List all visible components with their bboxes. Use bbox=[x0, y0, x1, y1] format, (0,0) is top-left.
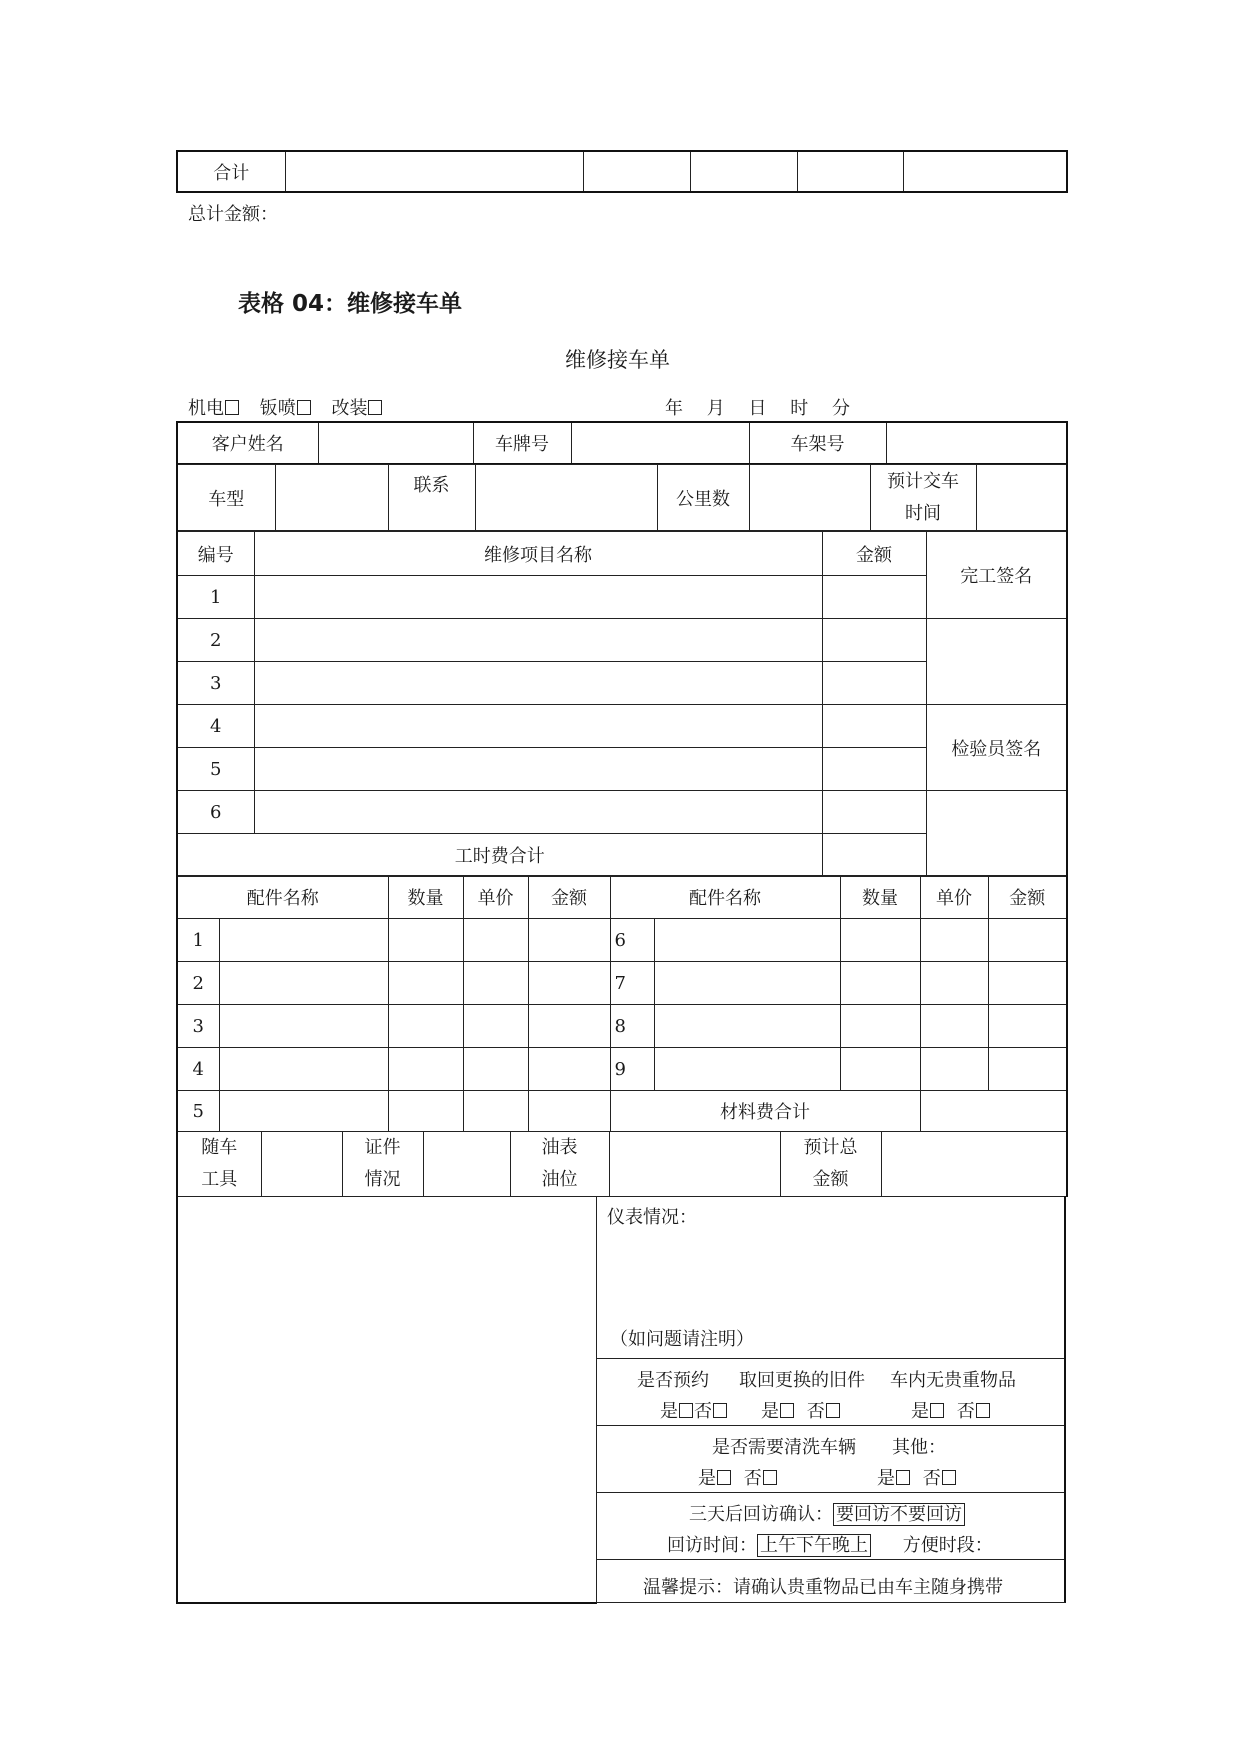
parts-row-no: 2 bbox=[177, 962, 219, 1005]
parts-col-name-left: 配件名称 bbox=[177, 876, 388, 919]
part-price-field[interactable] bbox=[463, 919, 528, 962]
parts-col-qty-left: 数量 bbox=[388, 876, 463, 919]
job-type-row bbox=[188, 394, 383, 420]
appointment-no[interactable]: 否 bbox=[694, 1401, 728, 1422]
fuel-field[interactable] bbox=[609, 1132, 780, 1197]
vin-label: 车架号 bbox=[749, 422, 886, 464]
part-qty-field[interactable] bbox=[840, 919, 920, 962]
checkbox[interactable] bbox=[679, 1403, 693, 1418]
part-qty-field[interactable] bbox=[840, 1005, 920, 1048]
form-title: 维修接车单 bbox=[565, 348, 670, 372]
mileage-field[interactable] bbox=[749, 465, 870, 531]
other-options bbox=[877, 1464, 957, 1490]
part-amount-field[interactable] bbox=[528, 962, 610, 1005]
month-label: 月 bbox=[706, 398, 725, 419]
tools-label: 随车 工具 bbox=[177, 1132, 261, 1197]
parts-col-qty-right: 数量 bbox=[840, 876, 920, 919]
part-amount-field[interactable] bbox=[988, 962, 1067, 1005]
plate-no-label: 车牌号 bbox=[473, 422, 571, 464]
checkbox[interactable] bbox=[896, 1470, 910, 1485]
part-qty-field[interactable] bbox=[840, 1048, 920, 1091]
instrument-label: 仪表情况： bbox=[607, 1207, 697, 1228]
followup-slot-label: 方便时段： bbox=[902, 1535, 993, 1556]
repair-item-field[interactable] bbox=[254, 748, 822, 791]
parts-col-amount-right: 金额 bbox=[988, 876, 1067, 919]
part-name-field[interactable] bbox=[219, 1048, 388, 1091]
options-section-2 bbox=[597, 1426, 1064, 1493]
part-qty-field[interactable] bbox=[388, 1048, 463, 1091]
followup-pm[interactable]: 下午 bbox=[796, 1535, 832, 1556]
checkbox[interactable] bbox=[930, 1403, 944, 1418]
labor-total-label: 工时费合计 bbox=[177, 834, 822, 877]
year-label: 年 bbox=[665, 398, 683, 419]
repair-item-field[interactable] bbox=[254, 791, 822, 834]
date-time-row bbox=[665, 394, 850, 420]
part-amount-field[interactable] bbox=[988, 1005, 1067, 1048]
part-price-field[interactable] bbox=[920, 1048, 988, 1091]
repair-items-table bbox=[176, 531, 1068, 877]
checkbox[interactable] bbox=[942, 1470, 956, 1485]
followup-time-label: 回访时间： bbox=[667, 1535, 757, 1556]
eta-label: 预计交车 时间 bbox=[870, 465, 976, 531]
checkbox[interactable] bbox=[225, 400, 239, 415]
completion-sign-field[interactable] bbox=[926, 619, 1067, 705]
minute-label: 分 bbox=[831, 398, 850, 419]
repair-row-no: 3 bbox=[177, 662, 254, 705]
customer-info-table bbox=[176, 421, 1068, 465]
part-amount-field[interactable] bbox=[528, 1005, 610, 1048]
contact-label: 联系 bbox=[388, 465, 475, 531]
tools-field[interactable] bbox=[261, 1132, 342, 1197]
parts-row-no: 8 bbox=[610, 1005, 654, 1048]
part-price-field[interactable] bbox=[463, 1048, 528, 1091]
material-total-label: 材料费合计 bbox=[610, 1091, 920, 1132]
part-name-field[interactable] bbox=[219, 1091, 388, 1132]
appointment-label: 是否预约 bbox=[637, 1370, 709, 1391]
part-price-field[interactable] bbox=[920, 1005, 988, 1048]
parts-col-price-left: 单价 bbox=[463, 876, 528, 919]
total-cell-1[interactable] bbox=[285, 151, 583, 192]
repair-col-amount: 金额 bbox=[822, 532, 926, 576]
customer-name-field[interactable] bbox=[318, 422, 473, 464]
parts-col-price-right: 单价 bbox=[920, 876, 988, 919]
checkbox[interactable] bbox=[976, 1403, 990, 1418]
contact-field[interactable] bbox=[475, 465, 657, 531]
estimated-total-field[interactable] bbox=[881, 1132, 1067, 1197]
fuel-label: 油表 油位 bbox=[510, 1132, 609, 1197]
vehicle-sketch-area[interactable] bbox=[176, 1196, 597, 1604]
checkbox[interactable] bbox=[297, 400, 311, 415]
part-name-field[interactable] bbox=[654, 919, 840, 962]
parts-row-no: 6 bbox=[610, 919, 654, 962]
day-label: 日 bbox=[748, 398, 767, 419]
repair-amount-field[interactable] bbox=[822, 662, 926, 705]
repair-amount-field[interactable] bbox=[822, 705, 926, 748]
repair-row-no: 6 bbox=[177, 791, 254, 834]
part-price-field[interactable] bbox=[463, 962, 528, 1005]
extras-table bbox=[176, 1131, 1068, 1197]
part-name-field[interactable] bbox=[219, 962, 388, 1005]
wash-no[interactable]: 否 bbox=[744, 1468, 778, 1489]
job-type-bodywork[interactable]: 钣喷 bbox=[260, 398, 312, 419]
parts-col-name-right: 配件名称 bbox=[610, 876, 840, 919]
repair-amount-field[interactable] bbox=[822, 748, 926, 791]
followup-confirm-label: 三天后回访确认： bbox=[689, 1504, 833, 1525]
valuables-label: 车内无贵重物品 bbox=[890, 1370, 1016, 1391]
part-qty-field[interactable] bbox=[388, 1091, 463, 1132]
parts-row-no: 5 bbox=[177, 1091, 219, 1132]
repair-amount-field[interactable] bbox=[822, 619, 926, 662]
followup-choice[interactable] bbox=[833, 1503, 965, 1526]
inspector-sign-field[interactable] bbox=[926, 791, 1067, 877]
parts-table bbox=[176, 875, 1068, 1132]
repair-row-no: 5 bbox=[177, 748, 254, 791]
repair-item-field[interactable] bbox=[254, 576, 822, 619]
repair-item-field[interactable] bbox=[254, 662, 822, 705]
followup-section bbox=[597, 1493, 1064, 1560]
repair-row-no: 1 bbox=[177, 576, 254, 619]
valuables-options bbox=[911, 1397, 991, 1423]
parts-row-no: 3 bbox=[177, 1005, 219, 1048]
job-type-modification[interactable]: 改装 bbox=[331, 398, 383, 419]
mileage-label: 公里数 bbox=[657, 465, 749, 531]
part-price-field[interactable] bbox=[463, 1005, 528, 1048]
part-amount-field[interactable] bbox=[988, 1048, 1067, 1091]
part-qty-field[interactable] bbox=[840, 962, 920, 1005]
plate-no-field[interactable] bbox=[571, 422, 749, 464]
wash-label: 是否需要清洗车辆 bbox=[712, 1437, 856, 1458]
followup-am[interactable]: 上午 bbox=[760, 1535, 796, 1556]
part-price-field[interactable] bbox=[463, 1091, 528, 1132]
part-name-field[interactable] bbox=[219, 1005, 388, 1048]
wash-yes[interactable]: 是 bbox=[698, 1468, 732, 1489]
total-label: 合计 bbox=[177, 151, 285, 192]
eta-field[interactable] bbox=[976, 465, 1067, 531]
parts-col-amount-left: 金额 bbox=[528, 876, 610, 919]
other-yes[interactable]: 是 bbox=[877, 1468, 911, 1489]
part-price-field[interactable] bbox=[920, 962, 988, 1005]
followup-confirm-row bbox=[689, 1500, 965, 1526]
old-parts-no[interactable]: 否 bbox=[807, 1401, 841, 1422]
other-label: 其他： bbox=[892, 1437, 946, 1458]
followup-no-need[interactable]: 不要回访 bbox=[890, 1504, 962, 1525]
model-label: 车型 bbox=[177, 465, 275, 531]
repair-item-field[interactable] bbox=[254, 619, 822, 662]
vin-field[interactable] bbox=[886, 422, 1067, 464]
valuables-yes[interactable]: 是 bbox=[911, 1401, 945, 1422]
part-amount-field[interactable] bbox=[988, 919, 1067, 962]
part-qty-field[interactable] bbox=[388, 1005, 463, 1048]
followup-evening[interactable]: 晚上 bbox=[832, 1535, 868, 1556]
customer-name-label: 客户姓名 bbox=[177, 422, 318, 464]
total-cell-3[interactable] bbox=[690, 151, 797, 192]
part-qty-field[interactable] bbox=[388, 919, 463, 962]
part-amount-field[interactable] bbox=[528, 1091, 610, 1132]
labor-total-field[interactable] bbox=[822, 834, 926, 877]
checkbox[interactable] bbox=[763, 1470, 777, 1485]
part-name-field[interactable] bbox=[654, 962, 840, 1005]
old-parts-label: 取回更换的旧件 bbox=[739, 1370, 865, 1391]
hour-label: 时 bbox=[790, 398, 809, 419]
old-parts-options bbox=[761, 1397, 841, 1423]
valuables-no[interactable]: 否 bbox=[957, 1401, 991, 1422]
instrument-section[interactable] bbox=[597, 1196, 1064, 1359]
grand-total-label: 总计金额： bbox=[188, 204, 278, 225]
repair-item-field[interactable] bbox=[254, 705, 822, 748]
options-section-1 bbox=[597, 1359, 1064, 1426]
followup-need[interactable]: 要回访 bbox=[836, 1504, 890, 1525]
top-total-table bbox=[176, 150, 1068, 193]
appointment-yes[interactable]: 是 bbox=[660, 1401, 694, 1422]
old-parts-yes[interactable]: 是 bbox=[761, 1401, 795, 1422]
checkbox[interactable] bbox=[713, 1403, 727, 1418]
repair-col-name: 维修项目名称 bbox=[254, 532, 822, 576]
estimated-total-label: 预计总 金额 bbox=[780, 1132, 881, 1197]
parts-row-no: 4 bbox=[177, 1048, 219, 1091]
repair-col-no: 编号 bbox=[177, 532, 254, 576]
vehicle-info-table bbox=[176, 464, 1068, 531]
total-cell-5[interactable] bbox=[903, 151, 1067, 192]
parts-row-no: 1 bbox=[177, 919, 219, 962]
inspector-sign-label: 检验员签名 bbox=[926, 705, 1067, 791]
part-qty-field[interactable] bbox=[388, 962, 463, 1005]
reminder-text: 温馨提示：请确认贵重物品已由车主随身携带 bbox=[643, 1577, 1003, 1598]
checkbox[interactable] bbox=[368, 400, 382, 415]
checkbox[interactable] bbox=[717, 1470, 731, 1485]
part-amount-field[interactable] bbox=[528, 1048, 610, 1091]
docs-label: 证件 情况 bbox=[342, 1132, 423, 1197]
instrument-note: （如问题请注明） bbox=[610, 1329, 754, 1350]
repair-amount-field[interactable] bbox=[822, 576, 926, 619]
repair-row-no: 4 bbox=[177, 705, 254, 748]
followup-time-row bbox=[667, 1531, 993, 1557]
other-no[interactable]: 否 bbox=[923, 1468, 957, 1489]
total-cell-2[interactable] bbox=[583, 151, 690, 192]
right-panel bbox=[597, 1196, 1066, 1603]
material-total-field[interactable] bbox=[920, 1091, 1067, 1132]
parts-row-no: 9 bbox=[610, 1048, 654, 1091]
job-type-mechanical[interactable]: 机电 bbox=[188, 398, 240, 419]
part-name-field[interactable] bbox=[219, 919, 388, 962]
repair-row-no: 2 bbox=[177, 619, 254, 662]
completion-sign-label: 完工签名 bbox=[926, 532, 1067, 619]
part-name-field[interactable] bbox=[654, 1005, 840, 1048]
parts-row-no: 7 bbox=[610, 962, 654, 1005]
followup-time-choice[interactable] bbox=[757, 1534, 871, 1557]
total-cell-4[interactable] bbox=[797, 151, 903, 192]
checkbox[interactable] bbox=[780, 1403, 794, 1418]
repair-amount-field[interactable] bbox=[822, 791, 926, 834]
checkbox[interactable] bbox=[826, 1403, 840, 1418]
section-heading: 表格 04：维修接车单 bbox=[238, 291, 463, 317]
model-field[interactable] bbox=[275, 465, 388, 531]
wash-options bbox=[698, 1464, 778, 1490]
part-name-field[interactable] bbox=[654, 1048, 840, 1091]
part-amount-field[interactable] bbox=[528, 919, 610, 962]
docs-field[interactable] bbox=[423, 1132, 510, 1197]
part-price-field[interactable] bbox=[920, 919, 988, 962]
appointment-options bbox=[660, 1397, 728, 1423]
